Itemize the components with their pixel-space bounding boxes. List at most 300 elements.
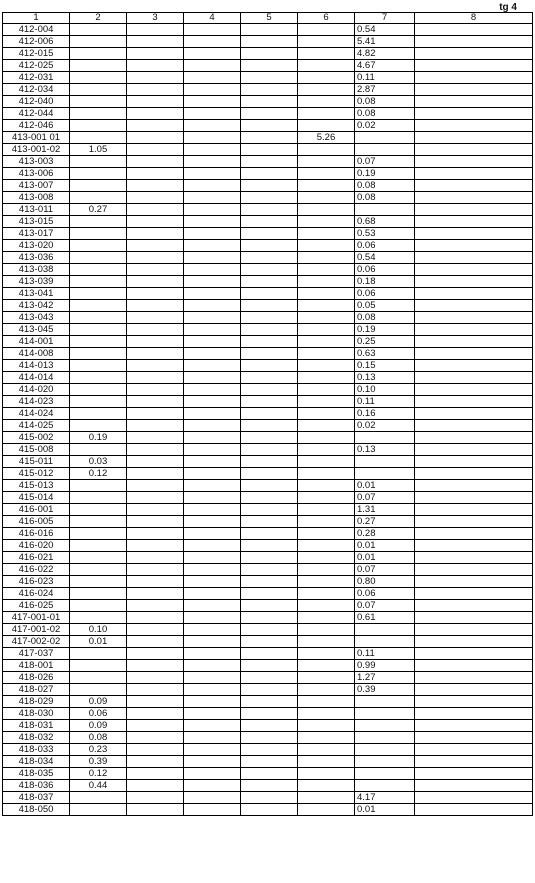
row-code: 412-004 <box>3 24 70 36</box>
cell-value <box>298 192 355 204</box>
cell-value: 0.05 <box>355 300 415 312</box>
row-code: 414-023 <box>3 396 70 408</box>
empty-cell <box>127 276 184 288</box>
empty-cell <box>415 168 533 180</box>
table-row <box>3 324 533 336</box>
cell-value <box>298 156 355 168</box>
cell-value <box>70 672 127 684</box>
empty-cell <box>241 492 298 504</box>
empty-cell <box>241 636 298 648</box>
row-code: 416-021 <box>3 552 70 564</box>
cell-value <box>70 48 127 60</box>
empty-cell <box>127 228 184 240</box>
empty-cell <box>415 144 533 156</box>
row-code: 413-038 <box>3 264 70 276</box>
table-row <box>3 348 533 360</box>
cell-value: 1.05 <box>70 144 127 156</box>
empty-cell <box>241 576 298 588</box>
empty-cell <box>241 228 298 240</box>
empty-cell <box>241 588 298 600</box>
empty-cell <box>415 216 533 228</box>
cell-value <box>298 84 355 96</box>
empty-cell <box>241 792 298 804</box>
empty-cell <box>415 156 533 168</box>
column-header: 4 <box>184 13 241 24</box>
empty-cell <box>415 252 533 264</box>
empty-cell <box>127 744 184 756</box>
row-code: 414-024 <box>3 408 70 420</box>
empty-cell <box>127 720 184 732</box>
empty-cell <box>241 420 298 432</box>
empty-cell <box>127 324 184 336</box>
empty-cell <box>415 228 533 240</box>
cell-value <box>298 684 355 696</box>
empty-cell <box>127 180 184 192</box>
cell-value <box>298 552 355 564</box>
row-code: 413-001-02 <box>3 144 70 156</box>
cell-value <box>355 432 415 444</box>
empty-cell <box>127 84 184 96</box>
row-code: 416-005 <box>3 516 70 528</box>
cell-value <box>298 768 355 780</box>
row-code: 416-001 <box>3 504 70 516</box>
table-row <box>3 360 533 372</box>
empty-cell <box>127 552 184 564</box>
cell-value <box>355 720 415 732</box>
empty-cell <box>241 348 298 360</box>
cell-value <box>70 420 127 432</box>
cell-value <box>298 720 355 732</box>
empty-cell <box>184 732 241 744</box>
empty-cell <box>415 324 533 336</box>
empty-cell <box>127 672 184 684</box>
empty-cell <box>241 528 298 540</box>
empty-cell <box>241 516 298 528</box>
empty-cell <box>415 240 533 252</box>
row-code: 418-027 <box>3 684 70 696</box>
table-row <box>3 780 533 792</box>
empty-cell <box>241 216 298 228</box>
row-code: 415-008 <box>3 444 70 456</box>
empty-cell <box>184 492 241 504</box>
empty-cell <box>127 36 184 48</box>
cell-value: 0.06 <box>355 288 415 300</box>
page-label: tg 4 <box>499 2 517 13</box>
cell-value <box>298 204 355 216</box>
empty-cell <box>184 264 241 276</box>
empty-cell <box>127 588 184 600</box>
cell-value <box>355 756 415 768</box>
cell-value <box>70 564 127 576</box>
table-row <box>3 240 533 252</box>
cell-value <box>70 444 127 456</box>
row-code: 417-001-01 <box>3 612 70 624</box>
empty-cell <box>415 720 533 732</box>
table-row <box>3 744 533 756</box>
cell-value <box>355 624 415 636</box>
row-code: 416-022 <box>3 564 70 576</box>
table-row <box>3 192 533 204</box>
empty-cell <box>415 408 533 420</box>
cell-value <box>298 48 355 60</box>
table-row <box>3 96 533 108</box>
empty-cell <box>127 204 184 216</box>
empty-cell <box>127 696 184 708</box>
row-code: 413-015 <box>3 216 70 228</box>
table-row <box>3 180 533 192</box>
table-row <box>3 372 533 384</box>
empty-cell <box>127 360 184 372</box>
empty-cell <box>415 804 533 816</box>
empty-cell <box>415 768 533 780</box>
empty-cell <box>127 60 184 72</box>
empty-cell <box>184 336 241 348</box>
empty-cell <box>184 504 241 516</box>
cell-value <box>70 384 127 396</box>
empty-cell <box>127 336 184 348</box>
empty-cell <box>415 552 533 564</box>
empty-cell <box>184 372 241 384</box>
empty-cell <box>127 540 184 552</box>
row-code: 418-050 <box>3 804 70 816</box>
empty-cell <box>415 792 533 804</box>
cell-value <box>298 492 355 504</box>
empty-cell <box>127 624 184 636</box>
row-code: 416-024 <box>3 588 70 600</box>
row-code: 418-037 <box>3 792 70 804</box>
table-row <box>3 300 533 312</box>
empty-cell <box>184 708 241 720</box>
cell-value <box>70 516 127 528</box>
empty-cell <box>415 432 533 444</box>
cell-value: 0.39 <box>355 684 415 696</box>
cell-value <box>70 684 127 696</box>
cell-value <box>298 528 355 540</box>
empty-cell <box>184 576 241 588</box>
empty-cell <box>184 384 241 396</box>
table-row <box>3 552 533 564</box>
empty-cell <box>127 384 184 396</box>
empty-cell <box>415 480 533 492</box>
empty-cell <box>415 576 533 588</box>
empty-cell <box>241 132 298 144</box>
cell-value <box>355 744 415 756</box>
table-row <box>3 528 533 540</box>
empty-cell <box>184 456 241 468</box>
row-code: 418-036 <box>3 780 70 792</box>
table-row <box>3 144 533 156</box>
row-code: 412-031 <box>3 72 70 84</box>
table-row <box>3 792 533 804</box>
cell-value <box>298 240 355 252</box>
empty-cell <box>184 276 241 288</box>
cell-value <box>355 708 415 720</box>
row-code: 413-011 <box>3 204 70 216</box>
cell-value: 4.17 <box>355 792 415 804</box>
empty-cell <box>241 180 298 192</box>
empty-cell <box>184 408 241 420</box>
empty-cell <box>127 456 184 468</box>
empty-cell <box>184 132 241 144</box>
cell-value <box>355 144 415 156</box>
cell-value: 0.23 <box>70 744 127 756</box>
empty-cell <box>415 48 533 60</box>
row-code: 417-002-02 <box>3 636 70 648</box>
cell-value <box>298 624 355 636</box>
empty-cell <box>184 96 241 108</box>
cell-value <box>70 792 127 804</box>
empty-cell <box>415 72 533 84</box>
empty-cell <box>241 468 298 480</box>
cell-value <box>70 600 127 612</box>
empty-cell <box>415 300 533 312</box>
cell-value: 0.08 <box>355 180 415 192</box>
empty-cell <box>241 324 298 336</box>
empty-cell <box>241 672 298 684</box>
cell-value <box>298 696 355 708</box>
cell-value <box>298 276 355 288</box>
table-row <box>3 768 533 780</box>
empty-cell <box>415 660 533 672</box>
empty-cell <box>184 168 241 180</box>
column-header: 2 <box>70 13 127 24</box>
cell-value: 0.28 <box>355 528 415 540</box>
cell-value <box>298 456 355 468</box>
cell-value <box>355 696 415 708</box>
row-code: 418-026 <box>3 672 70 684</box>
empty-cell <box>415 672 533 684</box>
empty-cell <box>241 564 298 576</box>
cell-value <box>298 180 355 192</box>
cell-value <box>70 252 127 264</box>
table-row <box>3 564 533 576</box>
table-row <box>3 252 533 264</box>
cell-value <box>70 588 127 600</box>
empty-cell <box>241 804 298 816</box>
empty-cell <box>184 24 241 36</box>
cell-value: 0.01 <box>355 804 415 816</box>
empty-cell <box>241 372 298 384</box>
row-code: 413-041 <box>3 288 70 300</box>
row-code: 413-042 <box>3 300 70 312</box>
row-code: 413-006 <box>3 168 70 180</box>
empty-cell <box>415 744 533 756</box>
cell-value: 0.08 <box>355 96 415 108</box>
empty-cell <box>415 180 533 192</box>
empty-cell <box>127 156 184 168</box>
row-code: 413-045 <box>3 324 70 336</box>
empty-cell <box>241 732 298 744</box>
empty-cell <box>241 624 298 636</box>
empty-cell <box>184 780 241 792</box>
empty-cell <box>415 120 533 132</box>
empty-cell <box>184 84 241 96</box>
empty-cell <box>241 48 298 60</box>
table-row <box>3 636 533 648</box>
cell-value <box>298 780 355 792</box>
empty-cell <box>241 276 298 288</box>
empty-cell <box>184 540 241 552</box>
empty-cell <box>415 492 533 504</box>
cell-value <box>70 216 127 228</box>
empty-cell <box>241 696 298 708</box>
empty-cell <box>127 612 184 624</box>
cell-value <box>298 516 355 528</box>
empty-cell <box>241 480 298 492</box>
cell-value: 0.80 <box>355 576 415 588</box>
cell-value: 0.68 <box>355 216 415 228</box>
row-code: 415-013 <box>3 480 70 492</box>
empty-cell <box>415 648 533 660</box>
empty-cell <box>415 624 533 636</box>
row-code: 418-031 <box>3 720 70 732</box>
empty-cell <box>241 96 298 108</box>
empty-cell <box>415 96 533 108</box>
empty-cell <box>415 312 533 324</box>
table-row <box>3 432 533 444</box>
cell-value: 0.54 <box>355 24 415 36</box>
cell-value <box>70 336 127 348</box>
empty-cell <box>241 756 298 768</box>
empty-cell <box>241 432 298 444</box>
cell-value <box>70 372 127 384</box>
empty-cell <box>184 636 241 648</box>
empty-cell <box>127 252 184 264</box>
cell-value <box>70 264 127 276</box>
cell-value <box>298 660 355 672</box>
empty-cell <box>184 744 241 756</box>
empty-cell <box>415 132 533 144</box>
table-row <box>3 444 533 456</box>
cell-value: 0.61 <box>355 612 415 624</box>
empty-cell <box>184 108 241 120</box>
empty-cell <box>127 708 184 720</box>
cell-value <box>298 384 355 396</box>
empty-cell <box>127 756 184 768</box>
cell-value <box>298 336 355 348</box>
cell-value: 0.25 <box>355 336 415 348</box>
table-row <box>3 588 533 600</box>
row-code: 413-020 <box>3 240 70 252</box>
empty-cell <box>127 780 184 792</box>
cell-value <box>70 660 127 672</box>
empty-cell <box>127 648 184 660</box>
cell-value <box>70 120 127 132</box>
cell-value <box>70 288 127 300</box>
empty-cell <box>127 528 184 540</box>
empty-cell <box>127 492 184 504</box>
empty-cell <box>127 144 184 156</box>
empty-cell <box>184 672 241 684</box>
cell-value: 0.27 <box>355 516 415 528</box>
empty-cell <box>127 576 184 588</box>
empty-cell <box>127 684 184 696</box>
empty-cell <box>415 360 533 372</box>
empty-cell <box>127 660 184 672</box>
empty-cell <box>241 456 298 468</box>
cell-value: 0.19 <box>70 432 127 444</box>
table-row <box>3 204 533 216</box>
empty-cell <box>127 792 184 804</box>
cell-value: 0.18 <box>355 276 415 288</box>
table-row <box>3 732 533 744</box>
empty-cell <box>184 552 241 564</box>
cell-value: 0.10 <box>70 624 127 636</box>
row-code: 413-043 <box>3 312 70 324</box>
empty-cell <box>184 756 241 768</box>
cell-value: 0.07 <box>355 156 415 168</box>
cell-value <box>70 396 127 408</box>
cell-value: 0.99 <box>355 660 415 672</box>
empty-cell <box>241 240 298 252</box>
empty-cell <box>184 720 241 732</box>
row-code: 414-001 <box>3 336 70 348</box>
table-row <box>3 276 533 288</box>
empty-cell <box>241 384 298 396</box>
empty-cell <box>184 120 241 132</box>
cell-value <box>298 60 355 72</box>
empty-cell <box>127 504 184 516</box>
row-code: 418-001 <box>3 660 70 672</box>
cell-value <box>298 228 355 240</box>
empty-cell <box>184 252 241 264</box>
empty-cell <box>184 216 241 228</box>
row-code: 414-025 <box>3 420 70 432</box>
empty-cell <box>184 60 241 72</box>
empty-cell <box>241 660 298 672</box>
empty-cell <box>415 564 533 576</box>
empty-cell <box>415 540 533 552</box>
row-code: 412-015 <box>3 48 70 60</box>
empty-cell <box>184 600 241 612</box>
empty-cell <box>241 540 298 552</box>
empty-cell <box>184 48 241 60</box>
table-row <box>3 48 533 60</box>
empty-cell <box>184 696 241 708</box>
empty-cell <box>184 768 241 780</box>
empty-cell <box>127 564 184 576</box>
empty-cell <box>127 120 184 132</box>
row-code: 412-046 <box>3 120 70 132</box>
empty-cell <box>241 300 298 312</box>
empty-cell <box>184 288 241 300</box>
cell-value <box>355 456 415 468</box>
empty-cell <box>127 516 184 528</box>
cell-value <box>355 732 415 744</box>
empty-cell <box>241 600 298 612</box>
empty-cell <box>241 120 298 132</box>
row-code: 413-007 <box>3 180 70 192</box>
empty-cell <box>127 636 184 648</box>
column-header: 6 <box>298 13 355 24</box>
empty-cell <box>184 420 241 432</box>
cell-value <box>70 528 127 540</box>
cell-value: 0.03 <box>70 456 127 468</box>
cell-value <box>298 540 355 552</box>
empty-cell <box>127 420 184 432</box>
cell-value <box>298 612 355 624</box>
data-table <box>2 12 533 816</box>
cell-value <box>298 120 355 132</box>
empty-cell <box>127 312 184 324</box>
empty-cell <box>241 204 298 216</box>
empty-cell <box>184 72 241 84</box>
cell-value <box>298 756 355 768</box>
cell-value: 0.07 <box>355 564 415 576</box>
cell-value: 0.13 <box>355 444 415 456</box>
empty-cell <box>241 720 298 732</box>
empty-cell <box>127 444 184 456</box>
